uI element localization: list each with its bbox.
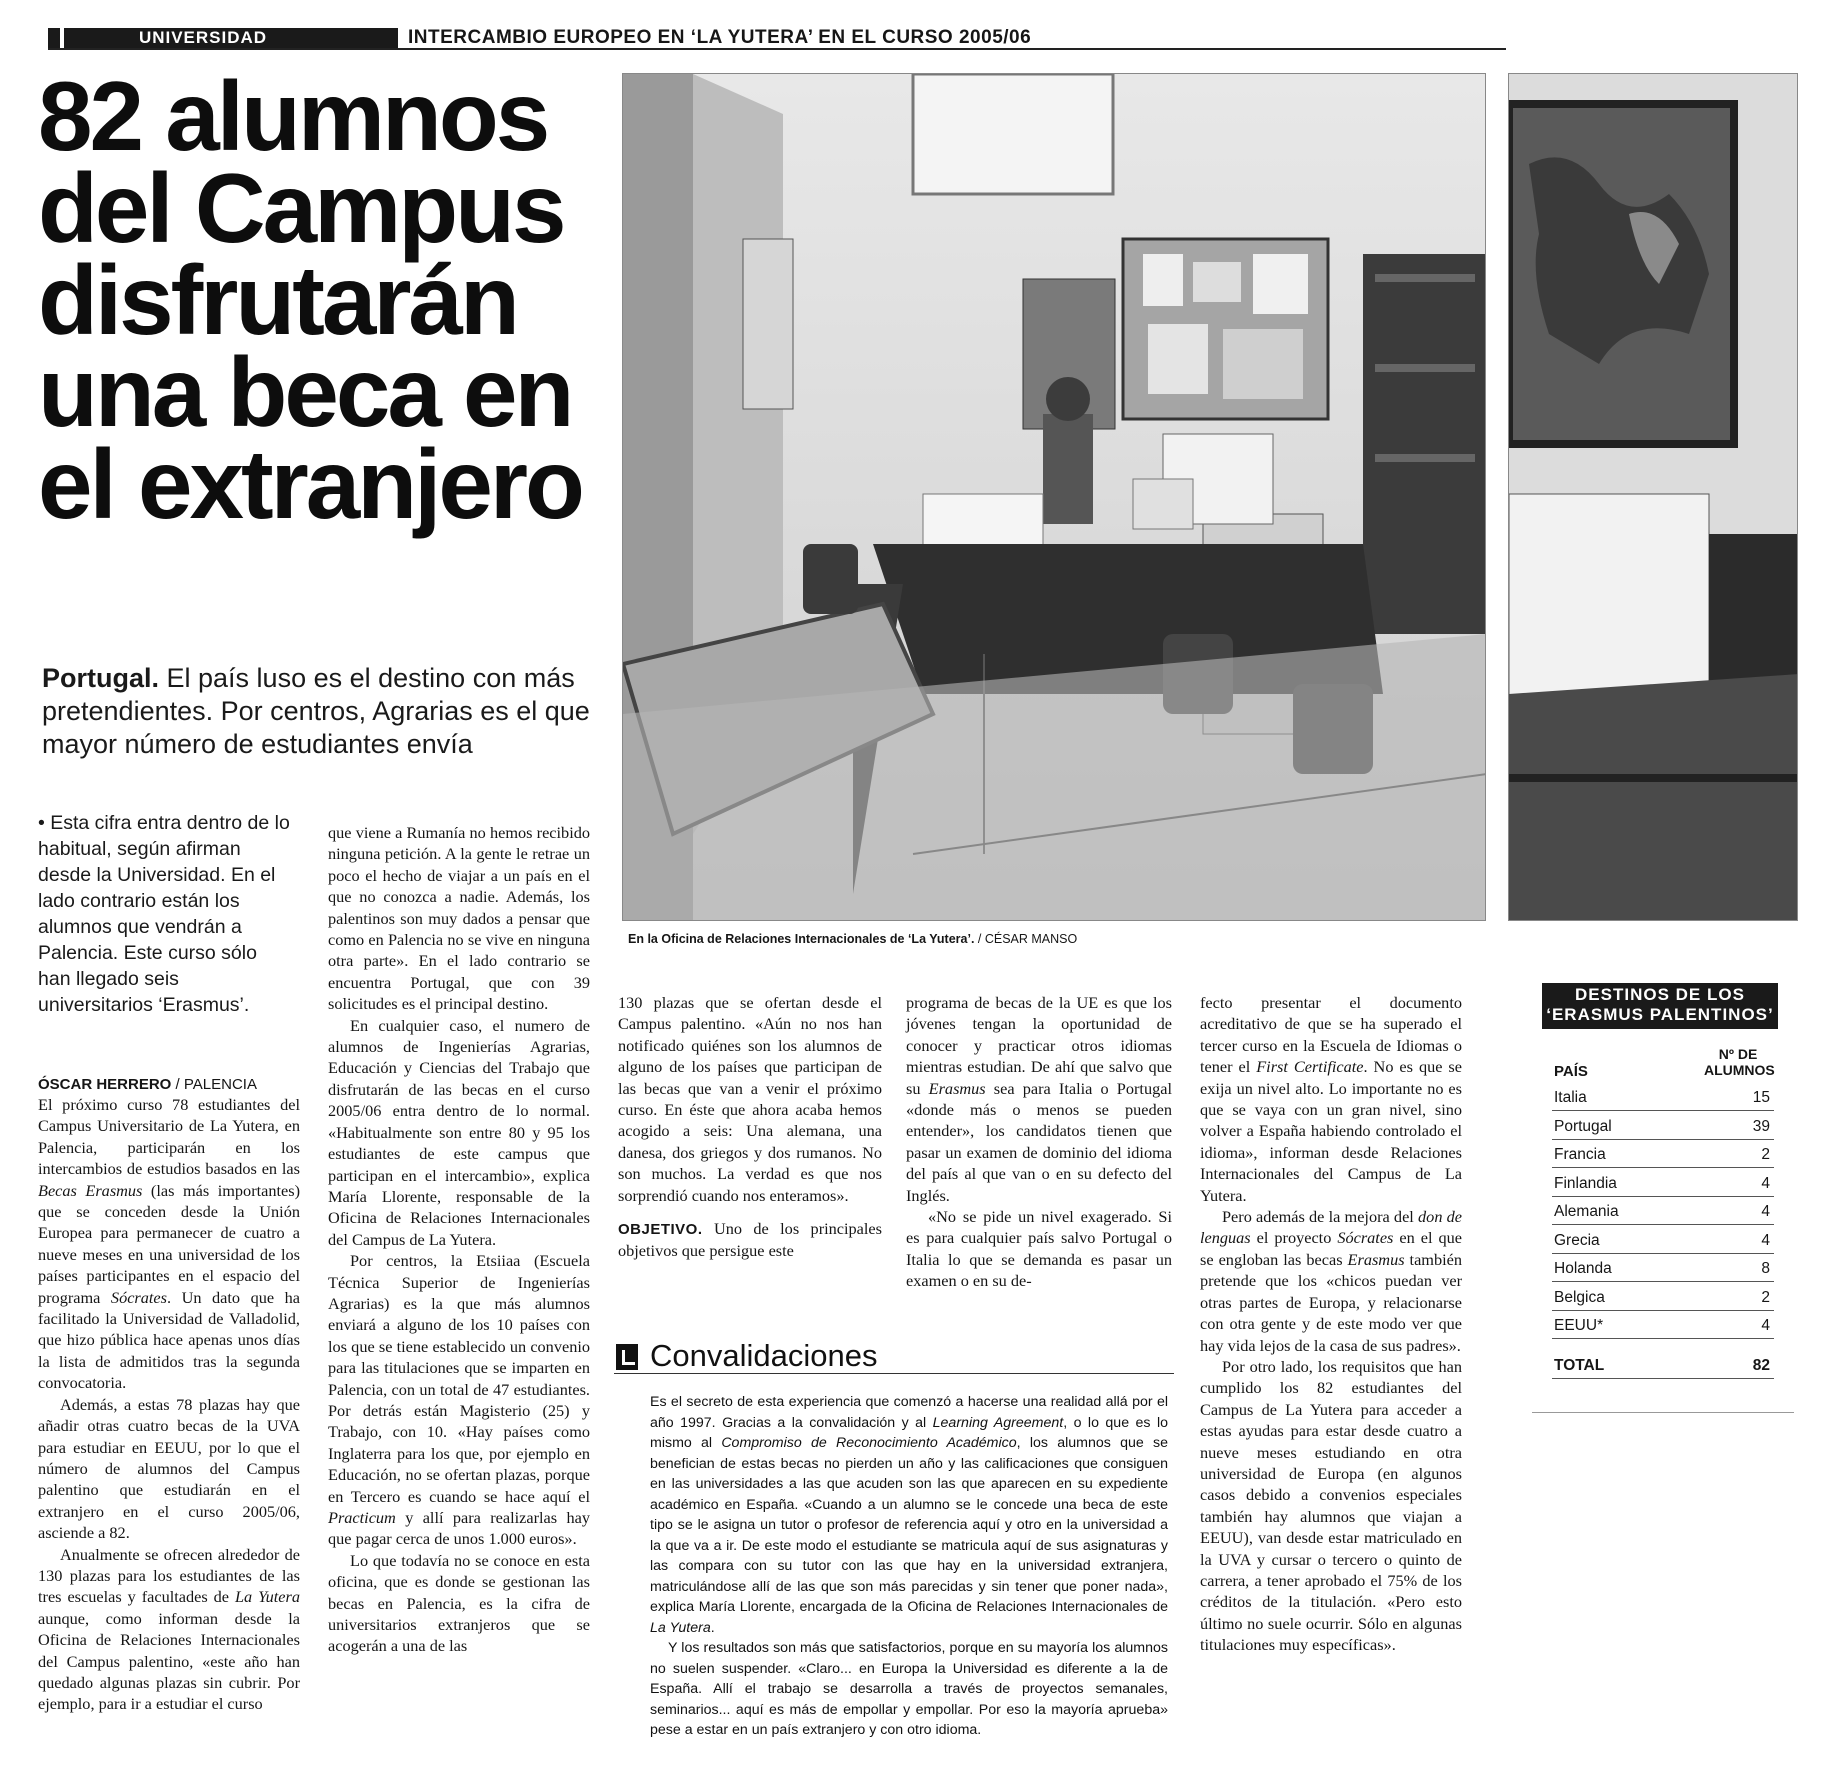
- text: , los alumnos que se benefician de estas becas no pierden un año y las calificaciones que consiguen en las universidades a las que acuden son las que aparecen en su expediente académico en España. «Cuando a un alumno se le concede una beca de este tipo se le asigna un tutor o profesor de referencia aquí y otro en la universidad a la que va a ir. De este modo el estudiante se matricula aquí de sus asignaturas y las compara con su tutor con las que hay en la universidad extranjera, matriculándose allí de las que son más parecidas y sin tener que poner nada», explica María Llorente, encargada de la Oficina de Relaciones Internacionales de: [650, 1435, 1168, 1615]
- caption-main: En la Oficina de Relaciones Internacionales de ‘La Yutera’.: [628, 932, 975, 946]
- article-column-3: [618, 992, 882, 1262]
- paragraph: [328, 1250, 590, 1550]
- count-cell: 39: [1752, 1117, 1770, 1135]
- country-cell: Alemania: [1554, 1203, 1619, 1220]
- office-photo: [622, 73, 1486, 921]
- table-row: [1552, 1169, 1774, 1197]
- text-italic: First Certificate: [1256, 1057, 1364, 1077]
- text: El próximo curso 78 estudiantes del Campus Universitario de La Yutera, en Palencia, participarán en los intercambios de estudios basados en las: [38, 1095, 300, 1179]
- text: . Un dato que ha facilitado la Universidad de Valladolid, que hizo pública hace apenas unos días la lista de admitidos tras la segunda convocatoria.: [38, 1287, 301, 1393]
- text: también pretende que los «chicos puedan ver otras partes de Europa, y relacionarse con otra gente y de este modo ver que hay vida lejos de la casa de sus padres».: [1200, 1249, 1463, 1355]
- subhead-objetivo: OBJETIVO.: [618, 1221, 703, 1239]
- text: el proyecto: [1250, 1228, 1338, 1248]
- text-italic: Becas Erasmus: [38, 1180, 143, 1200]
- table-row: [1552, 1197, 1774, 1225]
- paragraph: [650, 1392, 1168, 1638]
- text-italic: Practicum: [328, 1508, 396, 1527]
- section-tag: UNIVERSIDAD: [48, 28, 398, 48]
- article-column-5: [1200, 992, 1462, 1656]
- text: sea para Italia o Portugal «donde más o menos se pueden entender», los candidatos tienen que pasar un examen de dominio del idioma del país al que van o en su defecto del Inglés.: [906, 1078, 1172, 1205]
- text-italic: Sócrates: [1337, 1228, 1394, 1248]
- country-cell: Grecia: [1554, 1231, 1600, 1249]
- count-cell: 2: [1761, 1288, 1770, 1306]
- section-kicker: INTERCAMBIO EUROPEO EN ‘LA YUTERA’ EN EL CURSO 2005/06: [408, 27, 1032, 48]
- country-cell: Finlandia: [1554, 1174, 1617, 1192]
- total-label: TOTAL: [1554, 1357, 1605, 1374]
- paragraph: Por otro lado, los requisitos que han cumplido los 82 estudiantes del Campus de La Yutera para acceder a estas ayudas para estar desde cuatro a nueve meses estudiando en otra universidad de Europa (en algunos casos debido a convenios especiales también hay alumnos que viajan a EEUU), van desde estar matriculado en la UVA y cursar o tercero o quinto de carrera, a tener aprobado el 75% de los créditos de la titulación. «Pero esto último no suele ocurrir. Sólo en algunas titulaciones muy específicas».: [1200, 1356, 1462, 1655]
- paragraph: que viene a Rumanía no hemos recibido ninguna petición. A la gente le retrae un poco el hecho de viajar a un país en el que no conozca a nadie. Además, los palentinos son muy dados a pensar que como en Palencia no se vive en ninguna otra parte». En el lado contrario se encuentra Portugal, que con 39 solicitudes es el principal destino.: [328, 823, 590, 1014]
- text-italic: Sócrates: [110, 1287, 167, 1307]
- count-cell: 8: [1761, 1260, 1770, 1277]
- text: Anualmente se ofrecen alrededor de 130 plazas para los estudiantes de las tres escuelas y facultades de: [38, 1544, 300, 1607]
- paragraph: [618, 1218, 882, 1262]
- sidebar-title: [614, 1338, 1174, 1374]
- world-map-photo-image: [1509, 74, 1798, 921]
- text-italic: don de lenguas: [1200, 1207, 1463, 1248]
- bullet-summary: • Esta cifra entra dentro de lo habitual, según afirman desde la Universidad. En el lado contrario están los alumnos que vendrán a Palencia. Este curso sólo han llegado seis universitarios ‘Erasmus’.: [38, 812, 290, 1016]
- paragraph: Lo que todavía no se conoce en esta oficina, que es donde se gestionan las becas en Palencia, es la cifra de universitarios extranjeros que se acogerán a una de las: [328, 1550, 590, 1656]
- table-header-count-line-1: Nº DE: [1718, 1046, 1758, 1062]
- country-cell: Italia: [1554, 1089, 1587, 1106]
- article-column-2: [328, 822, 590, 1657]
- article-column-4: [906, 992, 1172, 1292]
- table-header-count: [1704, 1046, 1775, 1078]
- caption-credit: / CÉSAR MANSO: [974, 932, 1078, 946]
- office-photo-image: [623, 74, 1486, 921]
- table-title-line-1: DESTINOS DE LOS: [1575, 985, 1745, 1004]
- paragraph: [1200, 992, 1462, 1206]
- paragraph: 130 plazas que se ofertan desde el Campus palentino. «Aún no nos han notificado quiénes son los alumnos de alguno de los países que participan de las becas que van a venir el próximo curso. En éste que ahora acaba hemos acogido a seis: Una alemana, una danesa, dos griegos y dos rumanos. No son muchos. La verdad es que nos sorprendió cuando nos enteramos».: [618, 993, 882, 1205]
- count-cell: 4: [1761, 1174, 1770, 1192]
- text-italic: Learning Agreement: [932, 1414, 1064, 1431]
- headline-line: 82 alumnos: [38, 61, 548, 171]
- country-cell: Holanda: [1554, 1260, 1612, 1277]
- table-row: [1552, 1112, 1774, 1140]
- country-cell: EEUU*: [1554, 1317, 1604, 1334]
- total-value: 82: [1752, 1357, 1770, 1374]
- paragraph: [1200, 1206, 1462, 1356]
- table-title-line-2: ‘ERASMUS PALENTINOS’: [1546, 1005, 1774, 1024]
- office-photo-detail: [1508, 73, 1798, 921]
- paragraph: Y los resultados son más que satisfactorios, porque en su mayoría los alumnos no suelen suspender. «Claro... en Europa la Universidad es diferente a la de España. Allí el trabajo se desarrolla a través de proyectos semanales, seminarios... aquí es más de empollar y empollar. Por eso la mayoría aprueba» pese a estar en un país extranjero y con otro idioma.: [650, 1640, 1168, 1738]
- table-row: [1552, 1140, 1774, 1168]
- text: fecto presentar el documento acreditativo de que se ha superado el tercer curso en la Escuela de Idiomas o tener el: [1200, 993, 1462, 1077]
- country-cell: Francia: [1554, 1146, 1606, 1163]
- text-italic: La Yutera: [650, 1619, 711, 1636]
- text: programa de becas de la UE es que los jóvenes tengan la oportunidad de conocer y practicar otros idiomas mientras estudian. De ahí que salvo que su: [906, 993, 1172, 1098]
- table-header-country: PAÍS: [1554, 1063, 1588, 1080]
- text-italic: Compromiso de Reconocimiento Académico: [721, 1435, 1017, 1451]
- text: Pero además de la mejora del: [1222, 1207, 1419, 1227]
- sidebar-heading: Convalidaciones: [650, 1338, 878, 1373]
- table-title: [1542, 983, 1778, 1029]
- count-cell: 4: [1761, 1231, 1770, 1249]
- headline: [38, 61, 618, 539]
- text: Por centros, la Etsiiaa (Escuela Técnica Superior de Ingenierías Agrarias) es la que más alumnos enviará a alguno de los 10 países con los que se tiene establecido un convenio para las titulaciones que se imparten en Palencia, con un total de 47 estudiantes. Por detrás están Magisterio (25) y Trabajo, con 10. «Hay países como Inglaterra para los que, por ejemplo en Educación, no se ofertan plazas, porque en Tercero es cuando se hace aquí el: [328, 1251, 590, 1506]
- country-cell: Portugal: [1554, 1117, 1612, 1135]
- section-marker-icon: [616, 1344, 638, 1370]
- deck-text: El país luso es el destino con más pretendientes. Por centros, Agrarias es el que mayor número de estudiantes envía: [42, 663, 590, 759]
- byline-author: ÓSCAR HERRERO: [38, 1076, 172, 1093]
- text: . No es que se exija un nivel alto. Lo importante no es que se vaya con un gran nivel, sino volver a España habiendo controlado el idioma», informan desde Relaciones Internacionales del Campus de La Yutera.: [1200, 1057, 1462, 1205]
- text: (las más importantes) que se conceden desde la Unión Europea para permanecer de cuatro a nueve meses en una universidad de los países participantes en el espacio del programa: [38, 1180, 301, 1307]
- table-total-row: [1552, 1351, 1774, 1379]
- count-cell: 15: [1752, 1089, 1770, 1106]
- count-cell: 4: [1761, 1203, 1770, 1220]
- headline-line: una beca en: [38, 337, 572, 447]
- table-row: [1552, 1083, 1774, 1111]
- table-row: [1552, 1254, 1774, 1282]
- table-row: [1552, 1283, 1774, 1311]
- paragraph: [38, 1544, 300, 1715]
- byline-place: / PALENCIA: [171, 1076, 257, 1093]
- country-cell: Belgica: [1554, 1288, 1605, 1306]
- count-cell: 4: [1761, 1317, 1770, 1334]
- article-column-1: [38, 1094, 300, 1715]
- text: y allí para realizarlas hay que pagar cerca de unos 1.000 euros».: [328, 1508, 590, 1549]
- section-bar: [48, 28, 1506, 50]
- deck-lead: Portugal.: [42, 663, 160, 693]
- paragraph: Además, a estas 78 plazas hay que añadir otras cuatro becas de la UVA para estudiar en EEUU, por lo que el número de alumnos del Campus palentino que estudiarán en el extranjero en el curso 2005/06, asciende a 82.: [38, 1394, 300, 1543]
- photo-caption: [628, 932, 1077, 946]
- headline-line: del Campus: [38, 153, 564, 263]
- text: aunque, como informan desde la Oficina de Relaciones Internacionales del Campus palentino, «este año han quedado algunas plazas sin cubrir. Por ejemplo, para ir a estudiar el curso: [38, 1608, 300, 1714]
- count-cell: 2: [1761, 1146, 1770, 1163]
- text: en el que se engloban las becas: [1200, 1228, 1462, 1269]
- table-row: [1552, 1226, 1774, 1254]
- headline-line: disfrutarán: [38, 245, 517, 355]
- headline-line: el extranjero: [38, 429, 582, 539]
- text-italic: Erasmus: [1347, 1249, 1405, 1269]
- deck: [42, 662, 602, 761]
- table-row: [1552, 1311, 1774, 1339]
- paragraph: [38, 1094, 300, 1394]
- text: Es el secreto de esta experiencia que comenzó a hacerse una realidad allá por el año 1997. Gracias a la convalidación y al: [650, 1394, 1168, 1431]
- byline: [38, 1076, 257, 1093]
- text: .: [710, 1619, 715, 1636]
- paragraph: En cualquier caso, el numero de alumnos de Ingenierías Agrarias, Educación y Ciencias del Trabajo que disfrutarán de las becas en el curso 2005/06 entra dentro de lo normal. «Habitualmente son entre 80 y 95 los estudiantes de este campus que participan en el intercambio», explica María Llorente, responsable de la Oficina de Relaciones Internacionales del Campus de La Yutera.: [328, 1015, 590, 1249]
- sidebar-body: [650, 1392, 1168, 1741]
- paragraph: [906, 992, 1172, 1206]
- text: , o lo que es lo mismo al: [650, 1414, 1168, 1451]
- text-italic: Erasmus: [928, 1078, 986, 1098]
- destinations-table: [1532, 983, 1794, 1413]
- text: Uno de los principales objetivos que persigue este: [618, 1219, 882, 1261]
- paragraph: «No se pide un nivel exagerado. Si es para cualquier país salvo Portugal o Italia lo que se demanda es pasar un examen o en su de-: [906, 1207, 1172, 1291]
- text-italic: La Yutera: [234, 1587, 300, 1607]
- table-header-count-line-2: ALUMNOS: [1704, 1062, 1775, 1078]
